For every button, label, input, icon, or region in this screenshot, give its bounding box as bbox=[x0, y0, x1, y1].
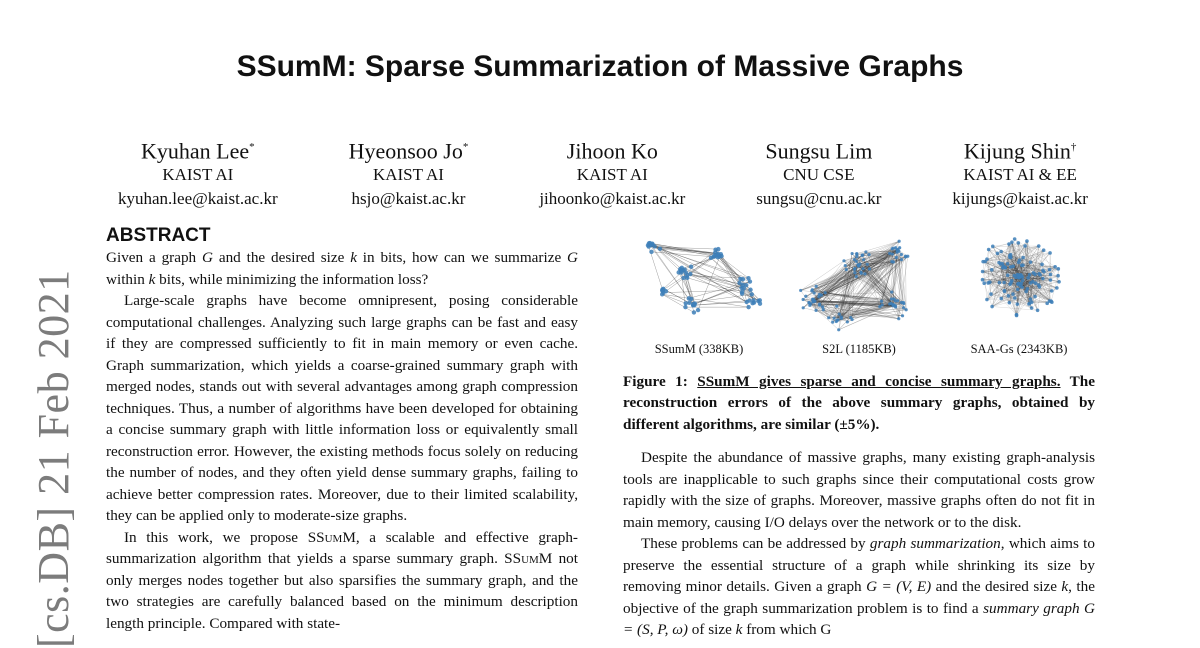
graph-node bbox=[1040, 263, 1044, 267]
graph-node bbox=[904, 255, 907, 258]
graph-node bbox=[1006, 262, 1010, 266]
graph-edge bbox=[694, 302, 746, 305]
graph-node bbox=[738, 277, 742, 281]
graph-node bbox=[647, 241, 651, 245]
graph-node bbox=[860, 272, 863, 275]
method-name: SSumM bbox=[307, 528, 356, 546]
graph-node bbox=[897, 317, 900, 320]
figure-label: SSumM (338KB) bbox=[654, 342, 744, 356]
graph-node bbox=[688, 272, 692, 276]
graph-node bbox=[713, 248, 717, 252]
graph-node bbox=[1049, 278, 1053, 282]
author-5 bbox=[952, 135, 1088, 211]
graph-node bbox=[813, 291, 816, 294]
graph-node bbox=[1055, 286, 1059, 290]
graph-node bbox=[679, 268, 683, 272]
graph-node bbox=[1036, 309, 1040, 313]
author-email: sungsu@cnu.ac.kr bbox=[756, 189, 882, 209]
graph-node bbox=[756, 299, 760, 303]
graph-node bbox=[891, 252, 894, 255]
author-name: Kijung Shin bbox=[963, 138, 1071, 164]
graph-node bbox=[901, 314, 904, 317]
graph-node bbox=[999, 250, 1003, 254]
method-name: SSumM bbox=[504, 550, 553, 567]
graph-node bbox=[891, 247, 894, 250]
graph-node bbox=[649, 250, 653, 254]
graph-node bbox=[838, 313, 841, 316]
graph-node bbox=[689, 265, 693, 269]
graph-node bbox=[1008, 301, 1012, 305]
intro-paragraph-1: Despite the abundance of massive graphs, many existing graph-analysis tools are inapplicable to such graphs since their computational costs grow rapidly with the size of graphs. Moreover, massive graphs often do not fit in main memory, causing I/O delays over the network or to the disk. bbox=[623, 449, 1095, 531]
graph-node bbox=[1041, 269, 1045, 273]
graph-node bbox=[896, 299, 899, 302]
graph-node bbox=[861, 254, 864, 257]
abstract-paragraph-3: In this work, we propose SSumM, a scalable and effective graph-summarization algorithm that yields a sparse summary graph. SSumM not only merges nodes together but also sparsifies the summary graph, and the two strategies are carefully balanced based on the minimum description length principle. Compared with state- bbox=[106, 528, 578, 632]
graph-node bbox=[996, 252, 1000, 256]
graph-node bbox=[1026, 287, 1030, 291]
author-name: Kyuhan Lee bbox=[141, 138, 250, 164]
graph-node bbox=[1050, 300, 1054, 304]
author-email: kyuhan.lee@kaist.ac.kr bbox=[118, 189, 278, 209]
graph-node bbox=[1048, 251, 1052, 255]
graph-node bbox=[660, 288, 664, 292]
graph-node bbox=[1025, 239, 1029, 243]
author-mark: † bbox=[1070, 141, 1077, 153]
graph-node bbox=[1049, 273, 1053, 277]
graph-node bbox=[748, 279, 752, 283]
graph-node bbox=[837, 328, 840, 331]
graph-node bbox=[681, 276, 685, 280]
graph-node bbox=[902, 302, 905, 305]
graph-node bbox=[1011, 292, 1015, 296]
graph-node bbox=[1045, 302, 1049, 306]
graph-node bbox=[744, 283, 748, 287]
graph-node bbox=[692, 302, 696, 306]
graph-drawing bbox=[783, 225, 935, 335]
graph-node bbox=[746, 305, 750, 309]
graph-node bbox=[898, 240, 901, 243]
graph-node bbox=[808, 304, 811, 307]
author-affiliation: KAIST AI bbox=[372, 165, 444, 185]
graph-node bbox=[989, 292, 993, 296]
figure-1-caption: Figure 1: SSumM gives sparse and concise summary graphs. The reconstruction errors of the above summary graphs, obtained by different algorithms, are similar (±5%). bbox=[623, 372, 1095, 433]
graph-node bbox=[1008, 255, 1012, 259]
graph-node bbox=[888, 252, 891, 255]
graph-node bbox=[840, 317, 843, 320]
graph-node bbox=[815, 285, 818, 288]
author-list bbox=[118, 135, 1088, 211]
graph-node bbox=[1017, 273, 1021, 277]
graph-node bbox=[1037, 283, 1041, 287]
intro-paragraph-2: These problems can be addressed by graph summarization, which aims to preserve the essential structure of a graph while shrinking its size by removing minor details. Given a graph G = (V, E) and the desired size k, the objective of the graph summarization problem is to find a summary graph G = (S, P, ω) of size k from which G bbox=[623, 535, 1095, 638]
graph-node bbox=[846, 320, 849, 323]
graph-node bbox=[804, 295, 807, 298]
author-email: hsjo@kaist.ac.kr bbox=[351, 189, 466, 209]
abstract-heading: ABSTRACT bbox=[106, 225, 211, 246]
graph-node bbox=[868, 267, 871, 270]
graph-node bbox=[981, 270, 985, 274]
s2l-graph-image bbox=[783, 225, 935, 335]
graph-node bbox=[898, 246, 901, 249]
author-affiliation: KAIST AI bbox=[162, 165, 234, 185]
graph-node bbox=[750, 292, 754, 296]
graph-node bbox=[1009, 281, 1013, 285]
graph-node bbox=[1030, 306, 1034, 310]
graph-node bbox=[981, 278, 985, 282]
graph-node bbox=[1003, 266, 1007, 270]
graph-node bbox=[799, 289, 802, 292]
graph-node bbox=[861, 267, 864, 270]
graph-node bbox=[888, 302, 891, 305]
graph-node bbox=[1057, 267, 1061, 271]
graph-node bbox=[855, 260, 858, 263]
graph-node bbox=[802, 306, 805, 309]
graph-node bbox=[835, 305, 838, 308]
graph-node bbox=[845, 268, 848, 271]
graph-node bbox=[987, 248, 991, 252]
author-affiliation: KAIST AI & EE bbox=[963, 165, 1077, 185]
graph-node bbox=[900, 258, 903, 261]
author-email: jihoonko@kaist.ac.kr bbox=[539, 189, 686, 209]
author-name: Jihoon Ko bbox=[566, 138, 658, 164]
graph-node bbox=[1056, 274, 1060, 278]
graph-node bbox=[851, 252, 854, 255]
graph-node bbox=[684, 301, 688, 305]
graph-node bbox=[1017, 261, 1021, 265]
graph-node bbox=[1020, 264, 1024, 268]
graph-node bbox=[1053, 265, 1057, 269]
author-mark: * bbox=[462, 141, 469, 153]
author-2 bbox=[349, 135, 469, 211]
graph-node bbox=[855, 255, 858, 258]
graph-node bbox=[683, 305, 687, 309]
graph-node bbox=[1057, 280, 1061, 284]
figure-label: SAA-Gs (2343KB) bbox=[970, 342, 1068, 356]
graph-node bbox=[1002, 281, 1006, 285]
graph-node bbox=[894, 305, 897, 308]
paper-title: SSumM: Sparse Summarization of Massive Graphs bbox=[236, 50, 964, 83]
author-email: kijungs@kaist.ac.kr bbox=[952, 189, 1088, 209]
graph-node bbox=[991, 245, 995, 249]
graph-node bbox=[997, 261, 1001, 265]
figure-label: S2L (1185KB) bbox=[822, 342, 896, 356]
right-column bbox=[623, 225, 1095, 641]
author-3 bbox=[539, 135, 685, 211]
graph-node bbox=[864, 250, 867, 253]
graph-node bbox=[716, 252, 720, 256]
author-name: Sungsu Lim bbox=[765, 138, 873, 164]
graph-node bbox=[999, 297, 1003, 301]
graph-node bbox=[890, 260, 893, 263]
author-mark: * bbox=[249, 141, 255, 153]
graph-node bbox=[1017, 241, 1021, 245]
graph-node bbox=[1027, 302, 1031, 306]
graph-node bbox=[1034, 281, 1038, 285]
graph-node bbox=[1050, 289, 1054, 293]
graph-node bbox=[1018, 282, 1022, 286]
graph-node bbox=[1007, 294, 1011, 298]
graph-node bbox=[658, 247, 662, 251]
graph-node bbox=[1021, 256, 1025, 260]
graph-node bbox=[824, 291, 827, 294]
author-affiliation: KAIST AI bbox=[576, 165, 648, 185]
abstract-paragraph-1: Given a graph G and the desired size k in bits, how can we summarize G within k bits, while minimizing the information loss? bbox=[106, 249, 579, 288]
graph-node bbox=[985, 298, 989, 302]
graph-drawing bbox=[623, 225, 775, 335]
figure-1-labels bbox=[623, 339, 1095, 361]
graph-node bbox=[988, 280, 992, 284]
graph-node bbox=[842, 259, 845, 262]
graph-node bbox=[752, 300, 756, 304]
graph-edge bbox=[653, 244, 718, 257]
graph-node bbox=[855, 275, 858, 278]
graph-node bbox=[853, 267, 856, 270]
graph-drawing bbox=[943, 225, 1095, 335]
graph-node bbox=[990, 268, 994, 272]
graph-edge bbox=[906, 257, 907, 310]
graph-node bbox=[827, 316, 830, 319]
graph-node bbox=[831, 321, 834, 324]
graph-node bbox=[1016, 302, 1020, 306]
graph-node bbox=[820, 294, 823, 297]
arxiv-stamp: [cs.DB] 21 Feb 2021 bbox=[29, 269, 78, 648]
graph-node bbox=[1013, 296, 1017, 300]
graph-node bbox=[892, 297, 895, 300]
author-name: Hyeonsoo Jo bbox=[348, 138, 463, 164]
graph-node bbox=[862, 258, 865, 261]
graph-node bbox=[1026, 276, 1030, 280]
abstract-paragraph-2: Large-scale graphs have become omnipresent, posing considerable computational challenges. Analyzing such large graphs can be fast and easy if they are compressed sufficiently to fit in main memory or even cache. Graph summarization, which yields a coarse-grained summary graph with merged nodes, stands out with several advantages among graph compression techniques. Thus, a number of algorithms have been developed for obtaining a concise summary graph with little information loss or equivalently small reconstruction error. However, the existing methods focus solely on reducing the number of nodes, and they often yield dense summary graphs, failing to achieve better compression rates. Moreover, due to their limited scalability, they can be applied only to moderate-size graphs. bbox=[106, 292, 578, 524]
graph-node bbox=[890, 290, 893, 293]
graph-node bbox=[866, 263, 869, 266]
graph-node bbox=[818, 304, 821, 307]
ssumm-graph-image bbox=[623, 225, 775, 335]
graph-node bbox=[863, 272, 866, 275]
graph-node bbox=[900, 253, 903, 256]
graph-node bbox=[1013, 237, 1017, 241]
graph-node bbox=[1016, 288, 1020, 292]
figure-1-images bbox=[623, 225, 1095, 335]
graph-node bbox=[821, 305, 824, 308]
graph-node bbox=[1006, 273, 1010, 277]
saa-gs-graph-image bbox=[943, 225, 1095, 335]
graph-node bbox=[1003, 290, 1007, 294]
graph-node bbox=[1033, 295, 1037, 299]
graph-node bbox=[1023, 244, 1027, 248]
graph-node bbox=[855, 252, 858, 255]
graph-node bbox=[881, 303, 884, 306]
graph-edge bbox=[695, 285, 746, 303]
graph-node bbox=[814, 309, 817, 312]
graph-node bbox=[990, 305, 994, 309]
graph-node bbox=[812, 300, 815, 303]
author-4 bbox=[756, 135, 881, 211]
graph-node bbox=[844, 264, 847, 267]
graph-node bbox=[802, 298, 805, 301]
graph-node bbox=[982, 281, 986, 285]
graph-node bbox=[849, 316, 852, 319]
graph-node bbox=[1009, 265, 1013, 269]
graph-node bbox=[867, 253, 870, 256]
graph-node bbox=[687, 296, 691, 300]
graph-node bbox=[1048, 268, 1052, 272]
graph-node bbox=[740, 291, 744, 295]
graph-node bbox=[895, 256, 898, 259]
graph-node bbox=[748, 288, 752, 292]
graph-node bbox=[998, 281, 1002, 285]
graph-node bbox=[737, 281, 741, 285]
graph-node bbox=[1015, 314, 1019, 318]
graph-node bbox=[1037, 244, 1041, 248]
graph-node bbox=[1007, 242, 1011, 246]
graph-node bbox=[1033, 272, 1037, 276]
graph-node bbox=[692, 310, 696, 314]
graph-node bbox=[1041, 277, 1045, 281]
author-affiliation: CNU CSE bbox=[783, 165, 855, 185]
left-column bbox=[106, 225, 578, 634]
graph-node bbox=[811, 288, 814, 291]
graph-node bbox=[905, 308, 908, 311]
graph-node bbox=[822, 308, 825, 311]
graph-node bbox=[744, 300, 748, 304]
graph-node bbox=[696, 308, 700, 312]
graph-node bbox=[1029, 260, 1033, 264]
author-1 bbox=[118, 135, 278, 211]
graph-node bbox=[880, 300, 883, 303]
graph-node bbox=[836, 318, 839, 321]
graph-node bbox=[833, 317, 836, 320]
graph-node bbox=[1038, 273, 1042, 277]
graph-node bbox=[902, 306, 905, 309]
graph-node bbox=[853, 271, 856, 274]
graph-node bbox=[857, 264, 860, 267]
graph-node bbox=[983, 260, 987, 264]
graph-node bbox=[1042, 248, 1046, 252]
